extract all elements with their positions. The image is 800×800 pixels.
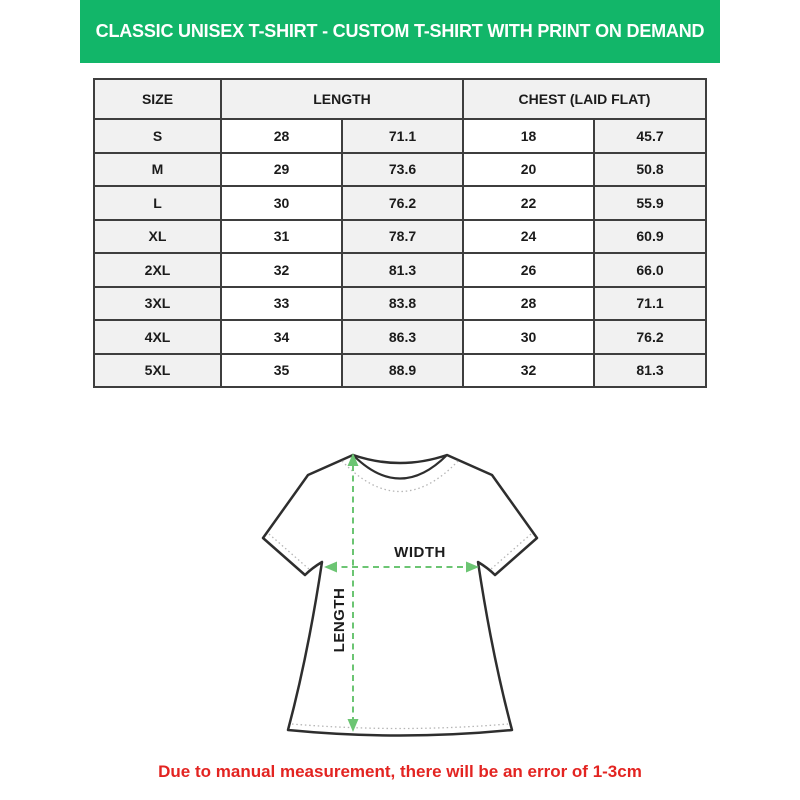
cell-length_in: 33 <box>221 287 342 321</box>
size-row-3xl <box>94 287 706 321</box>
cell-length_in: 29 <box>221 153 342 187</box>
cell-size: XL <box>94 220 221 254</box>
cell-chest_in: 26 <box>463 253 594 287</box>
cell-chest_in: 24 <box>463 220 594 254</box>
cell-size: L <box>94 186 221 220</box>
size-row-4xl <box>94 320 706 354</box>
cell-chest_cm: 76.2 <box>594 320 706 354</box>
column-header-length: LENGTH <box>221 79 463 119</box>
cell-chest_cm: 66.0 <box>594 253 706 287</box>
page-title: CLASSIC UNISEX T-SHIRT - CUSTOM T-SHIRT WITH PRINT ON DEMAND <box>95 21 705 41</box>
cell-chest_cm: 81.3 <box>594 354 706 388</box>
cell-length_in: 32 <box>221 253 342 287</box>
title-banner <box>80 0 720 63</box>
size-row-5xl <box>94 354 706 388</box>
cell-length_in: 31 <box>221 220 342 254</box>
cell-chest_cm: 55.9 <box>594 186 706 220</box>
tshirt-diagram <box>250 440 550 750</box>
cell-chest_in: 22 <box>463 186 594 220</box>
size-row-xl <box>94 220 706 254</box>
cell-chest_in: 28 <box>463 287 594 321</box>
cell-size: 5XL <box>94 354 221 388</box>
size-row-s <box>94 119 706 153</box>
cell-length_cm: 73.6 <box>342 153 463 187</box>
cell-length_in: 28 <box>221 119 342 153</box>
cell-length_in: 35 <box>221 354 342 388</box>
column-header-size: SIZE <box>94 79 221 119</box>
cell-chest_cm: 45.7 <box>594 119 706 153</box>
cell-size: 3XL <box>94 287 221 321</box>
cell-length_in: 34 <box>221 320 342 354</box>
cell-chest_cm: 71.1 <box>594 287 706 321</box>
size-table-body <box>94 119 706 387</box>
size-row-l <box>94 186 706 220</box>
length-label: LENGTH <box>331 587 348 653</box>
cell-size: 2XL <box>94 253 221 287</box>
cell-length_cm: 88.9 <box>342 354 463 388</box>
size-row-m <box>94 153 706 187</box>
cell-length_in: 30 <box>221 186 342 220</box>
measurement-error-note: Due to manual measurement, there will be an error of 1-3cm <box>158 762 642 781</box>
cell-size: S <box>94 119 221 153</box>
cell-chest_cm: 60.9 <box>594 220 706 254</box>
cell-size: M <box>94 153 221 187</box>
cell-chest_cm: 50.8 <box>594 153 706 187</box>
cell-length_cm: 78.7 <box>342 220 463 254</box>
column-header-chest: CHEST (LAID FLAT) <box>463 79 706 119</box>
cell-length_cm: 83.8 <box>342 287 463 321</box>
cell-size: 4XL <box>94 320 221 354</box>
cell-chest_in: 32 <box>463 354 594 388</box>
cell-chest_in: 20 <box>463 153 594 187</box>
cell-length_cm: 71.1 <box>342 119 463 153</box>
cell-length_cm: 81.3 <box>342 253 463 287</box>
tshirt-outline <box>263 455 537 736</box>
size-table-header <box>94 79 706 119</box>
cell-chest_in: 18 <box>463 119 594 153</box>
header-row <box>94 79 706 119</box>
size-table <box>93 78 707 388</box>
cell-length_cm: 76.2 <box>342 186 463 220</box>
cell-length_cm: 86.3 <box>342 320 463 354</box>
cell-chest_in: 30 <box>463 320 594 354</box>
width-label: WIDTH <box>394 544 446 561</box>
size-row-2xl <box>94 253 706 287</box>
